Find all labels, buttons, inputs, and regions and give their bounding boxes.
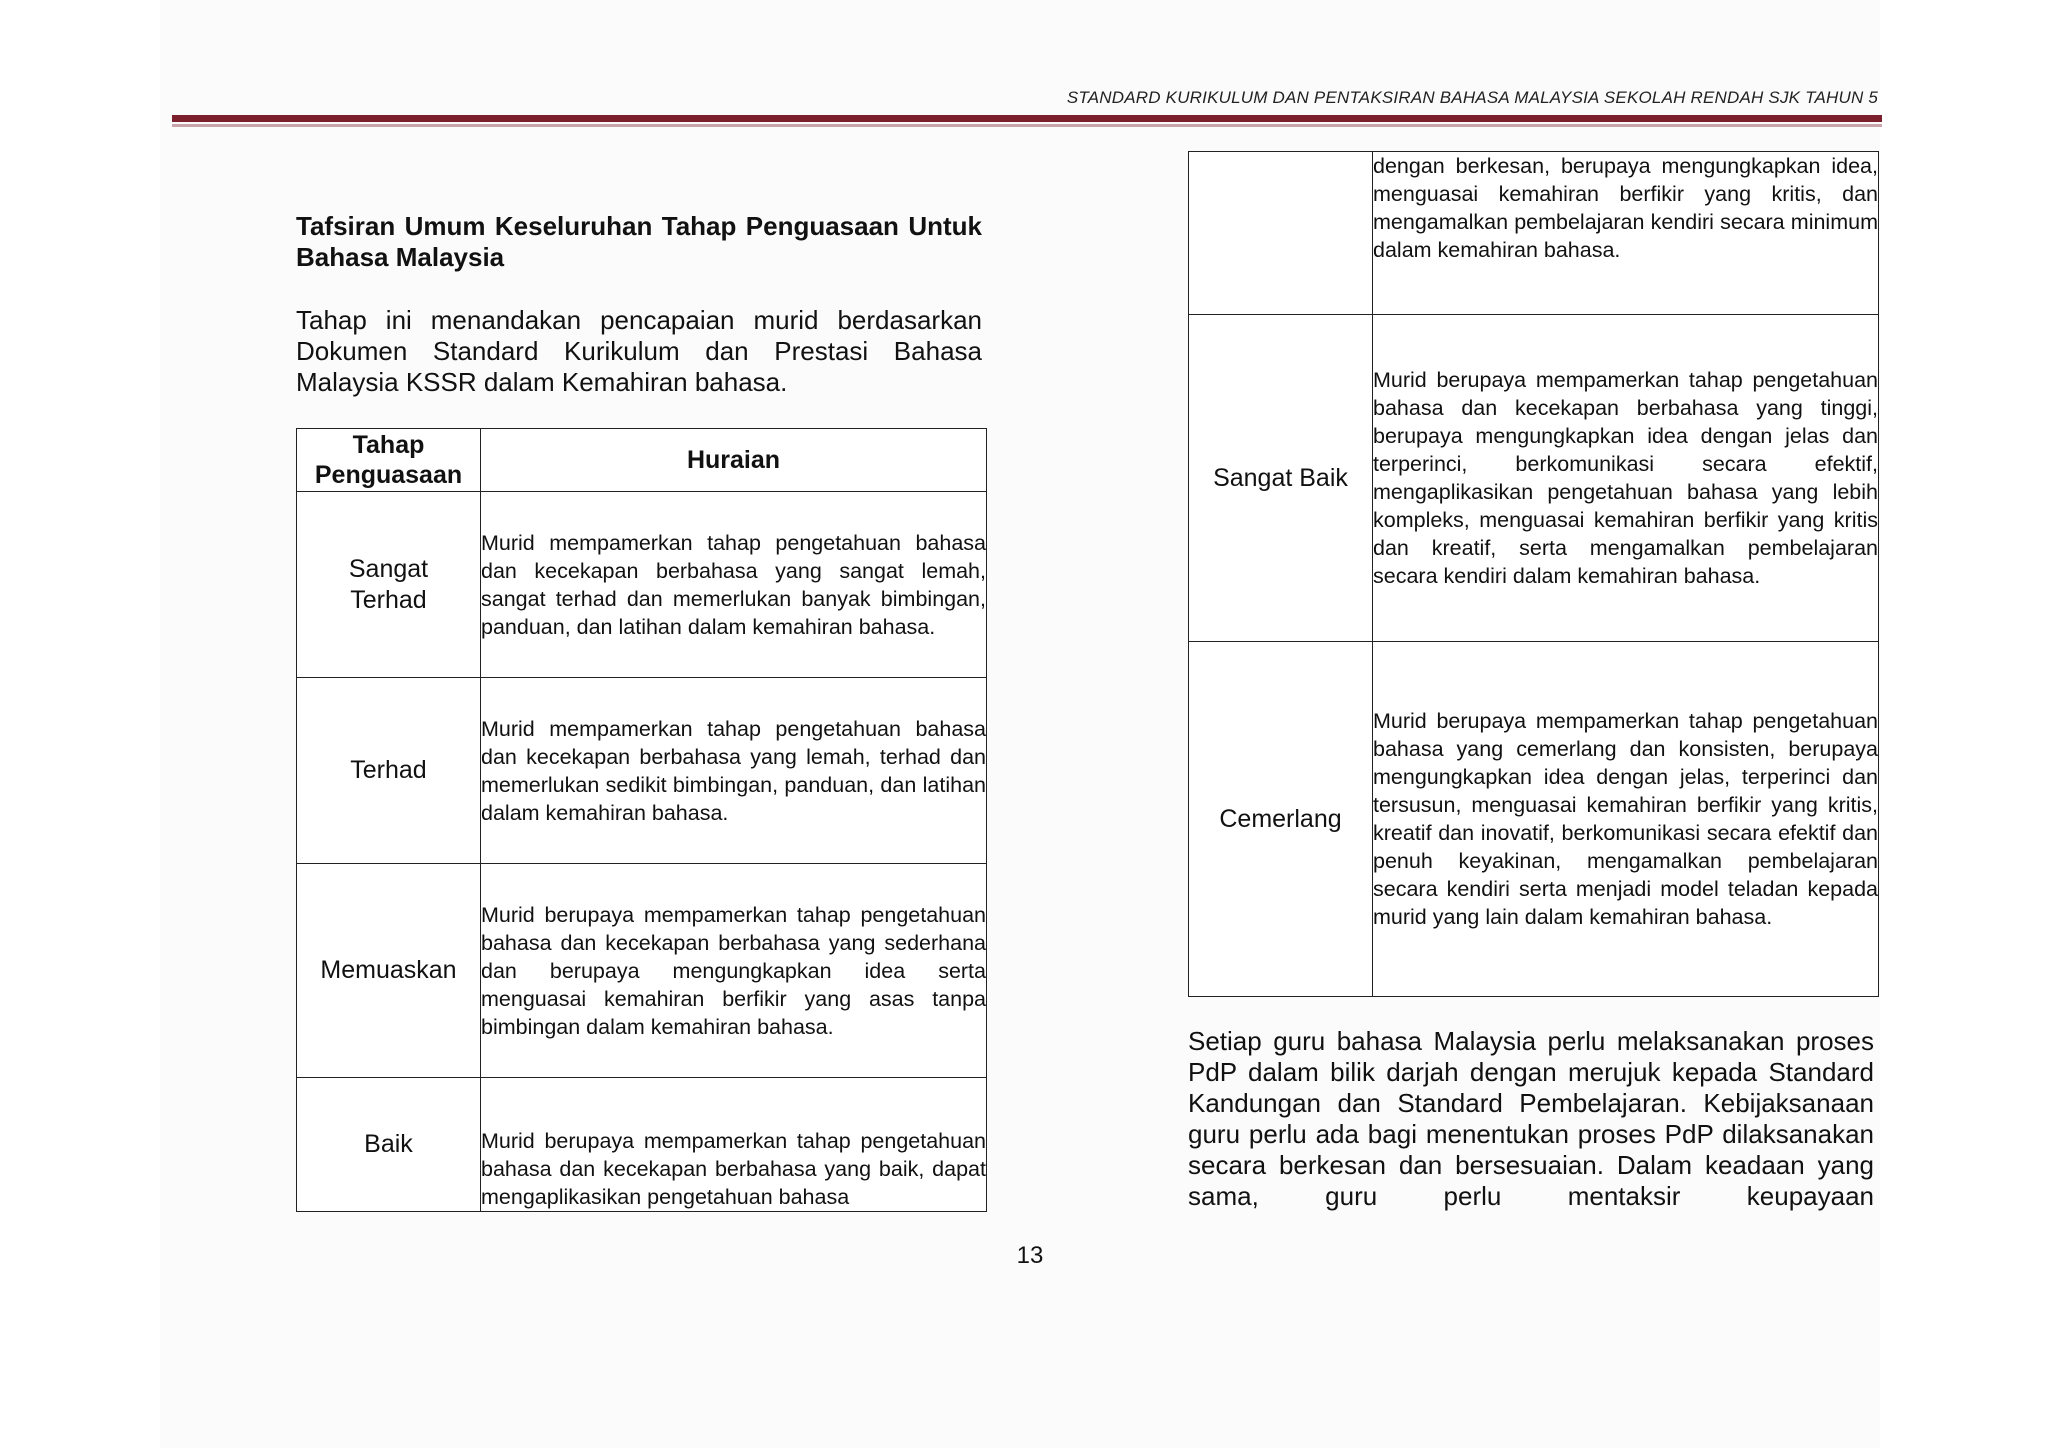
description-cell: Murid berupaya mempamerkan tahap pengetahuan bahasa dan kecekapan berbahasa yang tinggi, berupaya mengungkapkan idea dengan jelas dan terperinci, berkomunikasi secara efektif, mengaplikasikan pengetahuan bahasa yang lebih kompleks, menguasai kemahiran berfikir yang kritis dan kreatif, serta mengamalkan pembelajaran secara kendiri dalam kemahiran bahasa.	[1373, 315, 1879, 642]
description-cell: Murid mempamerkan tahap pengetahuan bahasa dan kecekapan berbahasa yang lemah, terhad dan memerlukan sedikit bimbingan, panduan, dan latihan dalam kemahiran bahasa.	[481, 678, 987, 864]
table-row	[297, 1078, 987, 1212]
table-row	[1189, 152, 1879, 315]
level-cell: Terhad	[297, 678, 481, 864]
level-cell: Sangat Terhad	[297, 492, 481, 678]
description-cell: Murid berupaya mempamerkan tahap pengetahuan bahasa yang cemerlang dan konsisten, berupaya mengungkapkan idea dengan jelas, terperinci dan tersusun, menguasai kemahiran berfikir yang kritis, kreatif dan inovatif, berkomunikasi secara efektif dan penuh keyakinan, mengamalkan pembelajaran secara kendiri serta menjadi model teladan kepada murid yang lain dalam kemahiran bahasa.	[1373, 642, 1879, 997]
table-row	[297, 678, 987, 864]
mastery-level-table-part-1	[296, 428, 987, 1212]
description-cell: Murid berupaya mempamerkan tahap pengetahuan bahasa dan kecekapan berbahasa yang baik, dapat mengaplikasikan pengetahuan bahasa	[481, 1078, 987, 1212]
table-row	[297, 492, 987, 678]
level-cell: Cemerlang	[1189, 642, 1373, 997]
level-cell	[1189, 152, 1373, 315]
description-cell: Murid mempamerkan tahap pengetahuan bahasa dan kecekapan berbahasa yang sangat lemah, sangat terhad dan memerlukan banyak bimbingan, panduan, dan latihan dalam kemahiran bahasa.	[481, 492, 987, 678]
running-header: STANDARD KURIKULUM DAN PENTAKSIRAN BAHASA MALAYSIA SEKOLAH RENDAH SJK TAHUN 5	[1066, 88, 1878, 107]
description-cell: dengan berkesan, berupaya mengungkapkan idea, menguasai kemahiran berfikir yang kritis, dan mengamalkan pembelajaran kendiri secara minimum dalam kemahiran bahasa.	[1373, 152, 1879, 315]
header-rule-secondary	[172, 124, 1882, 127]
closing-paragraph: Setiap guru bahasa Malaysia perlu melaksanakan proses PdP dalam bilik darjah dengan merujuk kepada Standard Kandungan dan Standard Pembelajaran. Kebijaksanaan guru perlu ada bagi menentukan proses PdP dilaksanakan secara berkesan dan bersesuaian. Dalam keadaan yang sama, guru perlu mentaksir keupayaan	[1188, 1026, 1874, 1211]
level-cell: Sangat Baik	[1189, 315, 1373, 642]
description-cell: Murid berupaya mempamerkan tahap pengetahuan bahasa dan kecekapan berbahasa yang sederhana dan berupaya mengungkapkan idea serta menguasai kemahiran berfikir yang asas tanpa bimbingan dalam kemahiran bahasa.	[481, 864, 987, 1078]
level-cell: Memuaskan	[297, 864, 481, 1078]
level-cell: Baik	[297, 1078, 481, 1212]
mastery-level-table-part-2	[1188, 151, 1879, 997]
table-header-row	[297, 429, 987, 492]
table-row	[1189, 642, 1879, 997]
table-row	[1189, 315, 1879, 642]
header-rule	[172, 115, 1882, 122]
section-heading: Tafsiran Umum Keseluruhan Tahap Penguasaan Untuk Bahasa Malaysia	[296, 211, 982, 272]
table-row	[297, 864, 987, 1078]
page-number: 13	[1016, 1242, 1044, 1269]
intro-paragraph: Tahap ini menandakan pencapaian murid berdasarkan Dokumen Standard Kurikulum dan Prestasi Bahasa Malaysia KSSR dalam Kemahiran bahasa.	[296, 305, 982, 397]
column-header-level: Tahap Penguasaan	[297, 429, 481, 492]
column-header-description: Huraian	[481, 429, 987, 492]
